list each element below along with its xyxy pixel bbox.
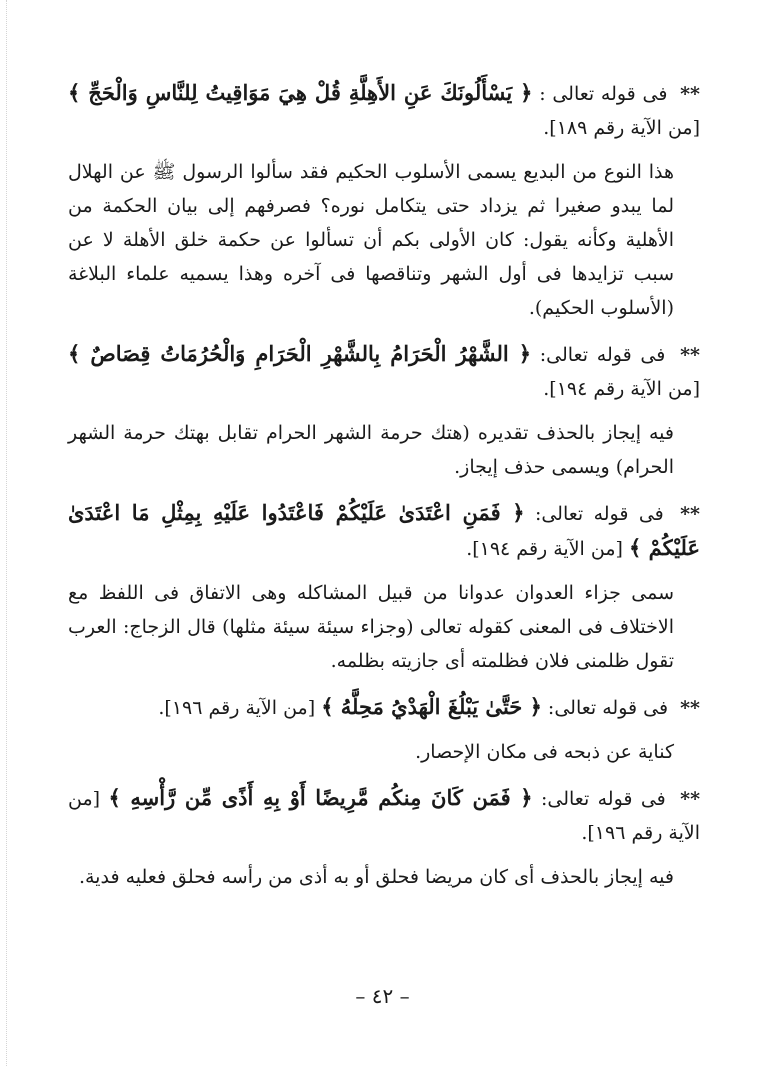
verse-reference: [من الآية رقم ١٩٦]. [68, 788, 700, 844]
explanation-paragraph-1: هذا النوع من البديع يسمى الأسلوب الحكيم فقد سألوا الرسول ﷺ عن الهلال لما يبدو صغيرا ثم يزداد حتى يتكامل نوره؟ فصرفهم إلى بيان الحكمة من الأهلية وكأنه يقول: كان الأولى بكم أن تسألوا عن حكمة خلق الأهلة لا عن سبب تزايدها فى أول الشهر وتناقصها فى آخره وهذا يسميه علماء البلاغة (الأسلوب الحكيم). [68, 161, 674, 319]
verse-paragraph-1 [68, 76, 700, 145]
verse-intro: فى قوله تعالى: [534, 503, 664, 525]
quran-verse: ﴿ حَتَّىٰ يَبْلُغَ الْهَدْيُ مَحِلَّهُ ﴾ [321, 694, 542, 719]
verse-paragraph-2 [68, 337, 700, 406]
verse-paragraph-4 [68, 690, 700, 725]
quran-verse: ﴿ الشَّهْرُ الْحَرَامُ بِالشَّهْرِ الْحَرَامِ وَالْحُرُمَاتُ قِصَاصٌ ﴾ [68, 341, 532, 366]
section-marker: ** [680, 344, 700, 366]
verse-reference: [من الآية رقم ١٩٤]. [543, 378, 700, 400]
explanation-paragraph-3: سمى جزاء العدوان عدوانا من قبيل المشاكله وهى الاتفاق فى اللفظ مع الاختلاف فى المعنى كقوله تعالى (وجزاء سيئة سيئة مثلها) قال الزجاج: العرب تقول ظلمنى فلان فظلمته أى جازيته بظلمه. [68, 582, 674, 672]
explanation-paragraph-2: فيه إيجاز بالحذف تقديره (هتك حرمة الشهر الحرام تقابل بهتك حرمة الشهر الحرام) ويسمى حذف إيجاز. [68, 422, 674, 478]
explanation-paragraph-4: كناية عن ذبحه فى مكان الإحصار. [415, 741, 674, 763]
quran-verse: ﴿ فَمَنِ اعْتَدَىٰ عَلَيْكُمْ فَاعْتَدُوا عَلَيْهِ بِمِثْلِ مَا اعْتَدَىٰ عَلَيْكُمْ ﴾ [68, 500, 700, 560]
verse-reference: [من الآية رقم ١٩٦]. [158, 697, 316, 719]
verse-intro: فى قوله تعالى: [547, 697, 669, 719]
section-marker: ** [680, 788, 701, 810]
verse-paragraph-3 [68, 496, 700, 566]
section-marker: ** [680, 83, 700, 105]
verse-reference: [من الآية رقم ١٩٤]. [466, 538, 623, 560]
page-content [68, 76, 700, 906]
verse-intro: فى قوله تعالى : [539, 83, 668, 105]
section-marker: ** [680, 697, 700, 719]
verse-reference: [من الآية رقم ١٨٩]. [543, 117, 700, 139]
section-marker: ** [680, 503, 700, 525]
quran-verse: ﴿ يَسْأَلُونَكَ عَنِ الأَهِلَّةِ قُلْ هِيَ مَوَاقِيتُ لِلنَّاسِ وَالْحَجِّ ﴾ [68, 80, 533, 105]
verse-intro: فى قوله تعالى: [539, 344, 666, 366]
quran-verse: ﴿ فَمَن كَانَ مِنكُم مَّرِيضًا أَوْ بِهِ أَذًى مِّن رَّأْسِهِ ﴾ [108, 785, 533, 810]
verse-intro: فى قوله تعالى: [540, 788, 666, 810]
page-number: – ٤٢ – [355, 984, 410, 1008]
explanation-paragraph-5: فيه إيجاز بالحذف أى كان مريضا فحلق أو به أذى من رأسه فحلق فعليه فدية. [78, 866, 674, 888]
scan-edge-line [6, 0, 7, 1066]
verse-paragraph-5 [68, 781, 700, 850]
